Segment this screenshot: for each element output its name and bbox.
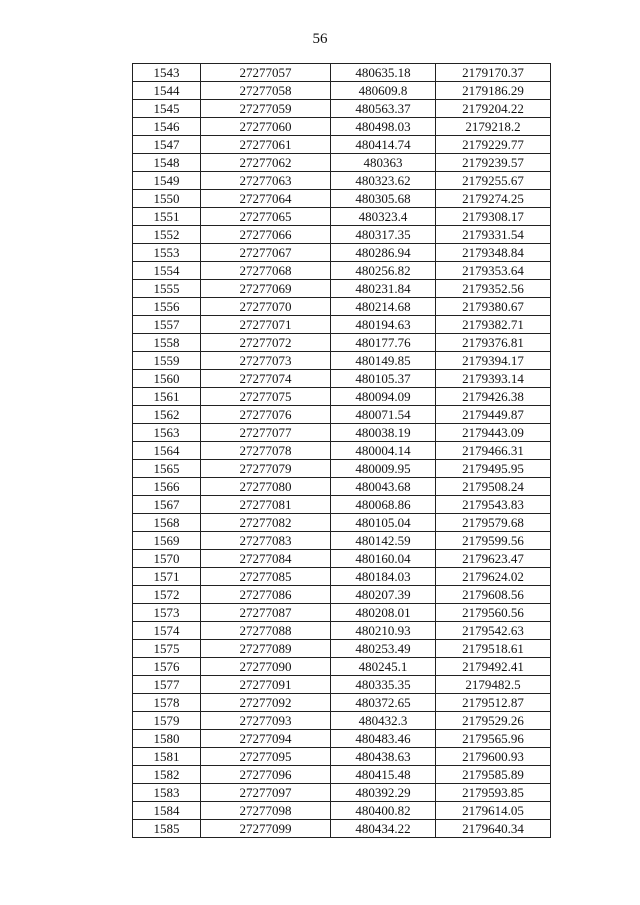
point-id-cell: 27277089 <box>201 640 331 658</box>
row-number-cell: 1553 <box>133 244 201 262</box>
row-number-cell: 1578 <box>133 694 201 712</box>
row-number-cell: 1545 <box>133 100 201 118</box>
row-number-cell: 1569 <box>133 532 201 550</box>
x-coordinate-cell: 480210.93 <box>331 622 436 640</box>
row-number-cell: 1572 <box>133 586 201 604</box>
y-coordinate-cell: 2179624.02 <box>436 568 551 586</box>
row-number-cell: 1574 <box>133 622 201 640</box>
table-row <box>133 568 551 586</box>
point-id-cell: 27277092 <box>201 694 331 712</box>
row-number-cell: 1548 <box>133 154 201 172</box>
point-id-cell: 27277068 <box>201 262 331 280</box>
point-id-cell: 27277059 <box>201 100 331 118</box>
y-coordinate-cell: 2179308.17 <box>436 208 551 226</box>
table-row <box>133 298 551 316</box>
y-coordinate-cell: 2179443.09 <box>436 424 551 442</box>
y-coordinate-cell: 2179608.56 <box>436 586 551 604</box>
row-number-cell: 1581 <box>133 748 201 766</box>
x-coordinate-cell: 480142.59 <box>331 532 436 550</box>
row-number-cell: 1551 <box>133 208 201 226</box>
row-number-cell: 1560 <box>133 370 201 388</box>
row-number-cell: 1579 <box>133 712 201 730</box>
y-coordinate-cell: 2179380.67 <box>436 298 551 316</box>
x-coordinate-cell: 480094.09 <box>331 388 436 406</box>
x-coordinate-cell: 480208.01 <box>331 604 436 622</box>
table-row <box>133 442 551 460</box>
row-number-cell: 1566 <box>133 478 201 496</box>
row-number-cell: 1561 <box>133 388 201 406</box>
x-coordinate-cell: 480323.62 <box>331 172 436 190</box>
table-row <box>133 658 551 676</box>
row-number-cell: 1547 <box>133 136 201 154</box>
x-coordinate-cell: 480286.94 <box>331 244 436 262</box>
y-coordinate-cell: 2179599.56 <box>436 532 551 550</box>
row-number-cell: 1564 <box>133 442 201 460</box>
x-coordinate-cell: 480105.37 <box>331 370 436 388</box>
x-coordinate-cell: 480372.65 <box>331 694 436 712</box>
y-coordinate-cell: 2179348.84 <box>436 244 551 262</box>
y-coordinate-cell: 2179449.87 <box>436 406 551 424</box>
row-number-cell: 1573 <box>133 604 201 622</box>
row-number-cell: 1550 <box>133 190 201 208</box>
x-coordinate-cell: 480184.03 <box>331 568 436 586</box>
point-id-cell: 27277080 <box>201 478 331 496</box>
x-coordinate-cell: 480231.84 <box>331 280 436 298</box>
y-coordinate-cell: 2179600.93 <box>436 748 551 766</box>
row-number-cell: 1582 <box>133 766 201 784</box>
table-row <box>133 154 551 172</box>
y-coordinate-cell: 2179353.64 <box>436 262 551 280</box>
table-row <box>133 820 551 838</box>
y-coordinate-cell: 2179542.63 <box>436 622 551 640</box>
point-id-cell: 27277099 <box>201 820 331 838</box>
point-id-cell: 27277064 <box>201 190 331 208</box>
table-row <box>133 604 551 622</box>
table-row <box>133 280 551 298</box>
point-id-cell: 27277084 <box>201 550 331 568</box>
x-coordinate-cell: 480323.4 <box>331 208 436 226</box>
point-id-cell: 27277072 <box>201 334 331 352</box>
table-row <box>133 640 551 658</box>
y-coordinate-cell: 2179229.77 <box>436 136 551 154</box>
x-coordinate-cell: 480635.18 <box>331 64 436 82</box>
x-coordinate-cell: 480004.14 <box>331 442 436 460</box>
point-id-cell: 27277062 <box>201 154 331 172</box>
y-coordinate-cell: 2179560.56 <box>436 604 551 622</box>
point-id-cell: 27277074 <box>201 370 331 388</box>
x-coordinate-cell: 480105.04 <box>331 514 436 532</box>
row-number-cell: 1580 <box>133 730 201 748</box>
x-coordinate-cell: 480194.63 <box>331 316 436 334</box>
point-id-cell: 27277086 <box>201 586 331 604</box>
x-coordinate-cell: 480245.1 <box>331 658 436 676</box>
point-id-cell: 27277076 <box>201 406 331 424</box>
x-coordinate-cell: 480415.48 <box>331 766 436 784</box>
y-coordinate-cell: 2179482.5 <box>436 676 551 694</box>
x-coordinate-cell: 480149.85 <box>331 352 436 370</box>
x-coordinate-cell: 480438.63 <box>331 748 436 766</box>
table-row <box>133 226 551 244</box>
table-row <box>133 424 551 442</box>
y-coordinate-cell: 2179640.34 <box>436 820 551 838</box>
point-id-cell: 27277077 <box>201 424 331 442</box>
point-id-cell: 27277097 <box>201 784 331 802</box>
y-coordinate-cell: 2179466.31 <box>436 442 551 460</box>
table-row <box>133 766 551 784</box>
y-coordinate-cell: 2179331.54 <box>436 226 551 244</box>
y-coordinate-cell: 2179565.96 <box>436 730 551 748</box>
point-id-cell: 27277094 <box>201 730 331 748</box>
row-number-cell: 1546 <box>133 118 201 136</box>
point-id-cell: 27277078 <box>201 442 331 460</box>
x-coordinate-cell: 480256.82 <box>331 262 436 280</box>
point-id-cell: 27277063 <box>201 172 331 190</box>
table-row <box>133 496 551 514</box>
point-id-cell: 27277082 <box>201 514 331 532</box>
point-id-cell: 27277071 <box>201 316 331 334</box>
table-row <box>133 82 551 100</box>
point-id-cell: 27277083 <box>201 532 331 550</box>
table-row <box>133 586 551 604</box>
point-id-cell: 27277075 <box>201 388 331 406</box>
table-row <box>133 406 551 424</box>
row-number-cell: 1559 <box>133 352 201 370</box>
y-coordinate-cell: 2179585.89 <box>436 766 551 784</box>
point-id-cell: 27277087 <box>201 604 331 622</box>
table-row <box>133 208 551 226</box>
y-coordinate-cell: 2179512.87 <box>436 694 551 712</box>
table-row <box>133 460 551 478</box>
point-id-cell: 27277090 <box>201 658 331 676</box>
table-row <box>133 550 551 568</box>
y-coordinate-cell: 2179218.2 <box>436 118 551 136</box>
table-row <box>133 262 551 280</box>
table-row <box>133 244 551 262</box>
row-number-cell: 1555 <box>133 280 201 298</box>
y-coordinate-cell: 2179239.57 <box>436 154 551 172</box>
x-coordinate-cell: 480432.3 <box>331 712 436 730</box>
point-id-cell: 27277098 <box>201 802 331 820</box>
table-row <box>133 478 551 496</box>
point-id-cell: 27277088 <box>201 622 331 640</box>
row-number-cell: 1549 <box>133 172 201 190</box>
point-id-cell: 27277085 <box>201 568 331 586</box>
row-number-cell: 1584 <box>133 802 201 820</box>
y-coordinate-cell: 2179518.61 <box>436 640 551 658</box>
row-number-cell: 1565 <box>133 460 201 478</box>
point-id-cell: 27277070 <box>201 298 331 316</box>
y-coordinate-cell: 2179170.37 <box>436 64 551 82</box>
table-row <box>133 676 551 694</box>
table-row <box>133 784 551 802</box>
page-number: 56 <box>312 31 328 47</box>
y-coordinate-cell: 2179376.81 <box>436 334 551 352</box>
table-row <box>133 802 551 820</box>
point-id-cell: 27277073 <box>201 352 331 370</box>
x-coordinate-cell: 480071.54 <box>331 406 436 424</box>
coordinates-table <box>132 63 551 838</box>
point-id-cell: 27277093 <box>201 712 331 730</box>
x-coordinate-cell: 480609.8 <box>331 82 436 100</box>
row-number-cell: 1568 <box>133 514 201 532</box>
point-id-cell: 27277061 <box>201 136 331 154</box>
row-number-cell: 1576 <box>133 658 201 676</box>
x-coordinate-cell: 480335.35 <box>331 676 436 694</box>
table-row <box>133 136 551 154</box>
row-number-cell: 1583 <box>133 784 201 802</box>
table-row <box>133 190 551 208</box>
coordinates-table-body <box>133 64 551 838</box>
y-coordinate-cell: 2179352.56 <box>436 280 551 298</box>
table-row <box>133 622 551 640</box>
table-row <box>133 712 551 730</box>
y-coordinate-cell: 2179393.14 <box>436 370 551 388</box>
row-number-cell: 1543 <box>133 64 201 82</box>
y-coordinate-cell: 2179614.05 <box>436 802 551 820</box>
row-number-cell: 1575 <box>133 640 201 658</box>
x-coordinate-cell: 480305.68 <box>331 190 436 208</box>
row-number-cell: 1570 <box>133 550 201 568</box>
row-number-cell: 1563 <box>133 424 201 442</box>
point-id-cell: 27277067 <box>201 244 331 262</box>
row-number-cell: 1544 <box>133 82 201 100</box>
point-id-cell: 27277079 <box>201 460 331 478</box>
x-coordinate-cell: 480563.37 <box>331 100 436 118</box>
y-coordinate-cell: 2179492.41 <box>436 658 551 676</box>
x-coordinate-cell: 480214.68 <box>331 298 436 316</box>
x-coordinate-cell: 480498.03 <box>331 118 436 136</box>
row-number-cell: 1556 <box>133 298 201 316</box>
x-coordinate-cell: 480160.04 <box>331 550 436 568</box>
table-row <box>133 100 551 118</box>
y-coordinate-cell: 2179426.38 <box>436 388 551 406</box>
y-coordinate-cell: 2179382.71 <box>436 316 551 334</box>
y-coordinate-cell: 2179255.67 <box>436 172 551 190</box>
table-row <box>133 118 551 136</box>
x-coordinate-cell: 480317.35 <box>331 226 436 244</box>
x-coordinate-cell: 480253.49 <box>331 640 436 658</box>
table-row <box>133 334 551 352</box>
table-row <box>133 352 551 370</box>
point-id-cell: 27277081 <box>201 496 331 514</box>
table-row <box>133 64 551 82</box>
table-row <box>133 730 551 748</box>
point-id-cell: 27277065 <box>201 208 331 226</box>
point-id-cell: 27277069 <box>201 280 331 298</box>
table-row <box>133 316 551 334</box>
x-coordinate-cell: 480068.86 <box>331 496 436 514</box>
row-number-cell: 1562 <box>133 406 201 424</box>
x-coordinate-cell: 480483.46 <box>331 730 436 748</box>
y-coordinate-cell: 2179623.47 <box>436 550 551 568</box>
table-row <box>133 748 551 766</box>
row-number-cell: 1557 <box>133 316 201 334</box>
point-id-cell: 27277096 <box>201 766 331 784</box>
y-coordinate-cell: 2179394.17 <box>436 352 551 370</box>
point-id-cell: 27277091 <box>201 676 331 694</box>
point-id-cell: 27277066 <box>201 226 331 244</box>
x-coordinate-cell: 480038.19 <box>331 424 436 442</box>
y-coordinate-cell: 2179593.85 <box>436 784 551 802</box>
x-coordinate-cell: 480177.76 <box>331 334 436 352</box>
table-row <box>133 388 551 406</box>
point-id-cell: 27277057 <box>201 64 331 82</box>
point-id-cell: 27277058 <box>201 82 331 100</box>
table-row <box>133 172 551 190</box>
row-number-cell: 1554 <box>133 262 201 280</box>
point-id-cell: 27277095 <box>201 748 331 766</box>
x-coordinate-cell: 480392.29 <box>331 784 436 802</box>
y-coordinate-cell: 2179508.24 <box>436 478 551 496</box>
x-coordinate-cell: 480363 <box>331 154 436 172</box>
row-number-cell: 1552 <box>133 226 201 244</box>
row-number-cell: 1567 <box>133 496 201 514</box>
row-number-cell: 1585 <box>133 820 201 838</box>
table-row <box>133 694 551 712</box>
x-coordinate-cell: 480414.74 <box>331 136 436 154</box>
y-coordinate-cell: 2179495.95 <box>436 460 551 478</box>
row-number-cell: 1571 <box>133 568 201 586</box>
row-number-cell: 1558 <box>133 334 201 352</box>
x-coordinate-cell: 480009.95 <box>331 460 436 478</box>
y-coordinate-cell: 2179274.25 <box>436 190 551 208</box>
x-coordinate-cell: 480434.22 <box>331 820 436 838</box>
row-number-cell: 1577 <box>133 676 201 694</box>
x-coordinate-cell: 480043.68 <box>331 478 436 496</box>
table-row <box>133 532 551 550</box>
table-row <box>133 514 551 532</box>
y-coordinate-cell: 2179186.29 <box>436 82 551 100</box>
x-coordinate-cell: 480207.39 <box>331 586 436 604</box>
table-row <box>133 370 551 388</box>
y-coordinate-cell: 2179543.83 <box>436 496 551 514</box>
point-id-cell: 27277060 <box>201 118 331 136</box>
y-coordinate-cell: 2179529.26 <box>436 712 551 730</box>
y-coordinate-cell: 2179579.68 <box>436 514 551 532</box>
x-coordinate-cell: 480400.82 <box>331 802 436 820</box>
y-coordinate-cell: 2179204.22 <box>436 100 551 118</box>
